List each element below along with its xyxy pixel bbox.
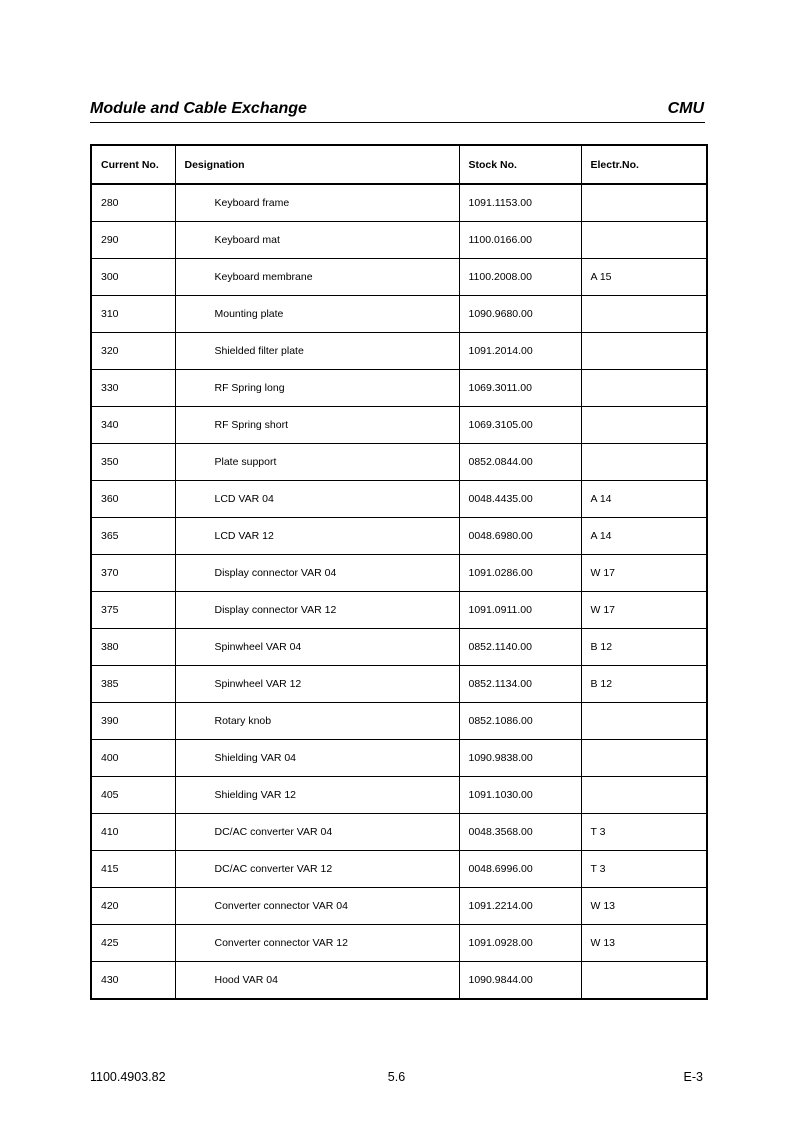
cell-stock-no: 1090.9844.00 xyxy=(459,962,581,1000)
table-row xyxy=(91,184,707,222)
cell-current-no: 385 xyxy=(91,666,175,703)
cell-current-no: 300 xyxy=(91,259,175,296)
cell-electr-no xyxy=(581,962,707,1000)
document-number: 1100.4903.82 xyxy=(90,1070,166,1084)
cell-designation: Mounting plate xyxy=(175,296,459,333)
cell-current-no: 375 xyxy=(91,592,175,629)
cell-current-no: 350 xyxy=(91,444,175,481)
table-row xyxy=(91,814,707,851)
cell-stock-no: 0852.1134.00 xyxy=(459,666,581,703)
table-row xyxy=(91,777,707,814)
table-row xyxy=(91,259,707,296)
cell-electr-no: T 3 xyxy=(581,851,707,888)
cell-electr-no xyxy=(581,184,707,222)
table-row xyxy=(91,481,707,518)
cell-stock-no: 0048.6980.00 xyxy=(459,518,581,555)
cell-stock-no: 1069.3011.00 xyxy=(459,370,581,407)
cell-designation: Spinwheel VAR 04 xyxy=(175,629,459,666)
cell-electr-no xyxy=(581,222,707,259)
cell-stock-no: 1091.0911.00 xyxy=(459,592,581,629)
column-header-designation: Designation xyxy=(175,145,459,184)
parts-table xyxy=(90,144,708,1000)
column-header-stock-no: Stock No. xyxy=(459,145,581,184)
cell-stock-no: 0048.6996.00 xyxy=(459,851,581,888)
cell-electr-no: B 12 xyxy=(581,666,707,703)
cell-electr-no: W 13 xyxy=(581,925,707,962)
table-row xyxy=(91,407,707,444)
table-row xyxy=(91,333,707,370)
cell-designation: Hood VAR 04 xyxy=(175,962,459,1000)
cell-current-no: 330 xyxy=(91,370,175,407)
cell-stock-no: 0048.3568.00 xyxy=(459,814,581,851)
column-header-electr-no: Electr.No. xyxy=(581,145,707,184)
cell-stock-no: 1091.0928.00 xyxy=(459,925,581,962)
cell-current-no: 400 xyxy=(91,740,175,777)
cell-stock-no: 1069.3105.00 xyxy=(459,407,581,444)
page-title: Module and Cable Exchange xyxy=(90,100,307,117)
table-row xyxy=(91,592,707,629)
cell-stock-no: 0852.0844.00 xyxy=(459,444,581,481)
cell-designation: Converter connector VAR 04 xyxy=(175,888,459,925)
cell-current-no: 290 xyxy=(91,222,175,259)
parts-table-body xyxy=(91,184,707,999)
table-header-row xyxy=(91,145,707,184)
cell-electr-no xyxy=(581,703,707,740)
cell-current-no: 310 xyxy=(91,296,175,333)
table-row xyxy=(91,740,707,777)
cell-stock-no: 1090.9838.00 xyxy=(459,740,581,777)
cell-current-no: 410 xyxy=(91,814,175,851)
cell-electr-no: A 14 xyxy=(581,481,707,518)
cell-designation: DC/AC converter VAR 12 xyxy=(175,851,459,888)
cell-current-no: 390 xyxy=(91,703,175,740)
table-row xyxy=(91,222,707,259)
table-row xyxy=(91,666,707,703)
table-row xyxy=(91,962,707,1000)
cell-current-no: 430 xyxy=(91,962,175,1000)
cell-electr-no xyxy=(581,333,707,370)
cell-designation: Spinwheel VAR 12 xyxy=(175,666,459,703)
table-row xyxy=(91,555,707,592)
cell-current-no: 340 xyxy=(91,407,175,444)
cell-current-no: 420 xyxy=(91,888,175,925)
cell-electr-no: W 13 xyxy=(581,888,707,925)
cell-electr-no: A 14 xyxy=(581,518,707,555)
cell-stock-no: 0048.4435.00 xyxy=(459,481,581,518)
cell-electr-no: W 17 xyxy=(581,592,707,629)
table-row xyxy=(91,296,707,333)
page-header xyxy=(90,100,705,123)
cell-current-no: 425 xyxy=(91,925,175,962)
cell-electr-no: T 3 xyxy=(581,814,707,851)
cell-stock-no: 1091.2214.00 xyxy=(459,888,581,925)
cell-stock-no: 1091.1153.00 xyxy=(459,184,581,222)
cell-designation: DC/AC converter VAR 04 xyxy=(175,814,459,851)
cell-designation: Keyboard mat xyxy=(175,222,459,259)
cell-current-no: 320 xyxy=(91,333,175,370)
cell-designation: RF Spring short xyxy=(175,407,459,444)
cell-stock-no: 1090.9680.00 xyxy=(459,296,581,333)
cell-current-no: 380 xyxy=(91,629,175,666)
cell-designation: Plate support xyxy=(175,444,459,481)
device-code: CMU xyxy=(667,100,704,117)
cell-electr-no xyxy=(581,407,707,444)
cell-electr-no xyxy=(581,444,707,481)
cell-designation: LCD VAR 04 xyxy=(175,481,459,518)
cell-designation: Converter connector VAR 12 xyxy=(175,925,459,962)
column-header-current-no: Current No. xyxy=(91,145,175,184)
table-row xyxy=(91,888,707,925)
cell-designation: Shielding VAR 12 xyxy=(175,777,459,814)
cell-designation: Keyboard frame xyxy=(175,184,459,222)
cell-electr-no xyxy=(581,740,707,777)
section-number: 5.6 xyxy=(387,1070,406,1084)
cell-electr-no: W 17 xyxy=(581,555,707,592)
cell-electr-no: A 15 xyxy=(581,259,707,296)
table-row xyxy=(91,518,707,555)
cell-designation: Shielded filter plate xyxy=(175,333,459,370)
cell-designation: Shielding VAR 04 xyxy=(175,740,459,777)
cell-current-no: 370 xyxy=(91,555,175,592)
cell-stock-no: 0852.1086.00 xyxy=(459,703,581,740)
cell-electr-no xyxy=(581,296,707,333)
table-row xyxy=(91,629,707,666)
cell-electr-no xyxy=(581,370,707,407)
table-row xyxy=(91,925,707,962)
cell-stock-no: 1091.0286.00 xyxy=(459,555,581,592)
cell-designation: LCD VAR 12 xyxy=(175,518,459,555)
table-row xyxy=(91,851,707,888)
cell-stock-no: 1091.2014.00 xyxy=(459,333,581,370)
cell-current-no: 280 xyxy=(91,184,175,222)
cell-stock-no: 1091.1030.00 xyxy=(459,777,581,814)
cell-designation: Display connector VAR 04 xyxy=(175,555,459,592)
cell-designation: Rotary knob xyxy=(175,703,459,740)
cell-designation: Display connector VAR 12 xyxy=(175,592,459,629)
table-row xyxy=(91,703,707,740)
table-row xyxy=(91,370,707,407)
cell-stock-no: 0852.1140.00 xyxy=(459,629,581,666)
page-number: E-3 xyxy=(683,1070,703,1084)
cell-electr-no xyxy=(581,777,707,814)
cell-stock-no: 1100.2008.00 xyxy=(459,259,581,296)
cell-current-no: 360 xyxy=(91,481,175,518)
cell-electr-no: B 12 xyxy=(581,629,707,666)
cell-stock-no: 1100.0166.00 xyxy=(459,222,581,259)
cell-current-no: 365 xyxy=(91,518,175,555)
cell-current-no: 405 xyxy=(91,777,175,814)
cell-designation: Keyboard membrane xyxy=(175,259,459,296)
table-row xyxy=(91,444,707,481)
cell-designation: RF Spring long xyxy=(175,370,459,407)
cell-current-no: 415 xyxy=(91,851,175,888)
